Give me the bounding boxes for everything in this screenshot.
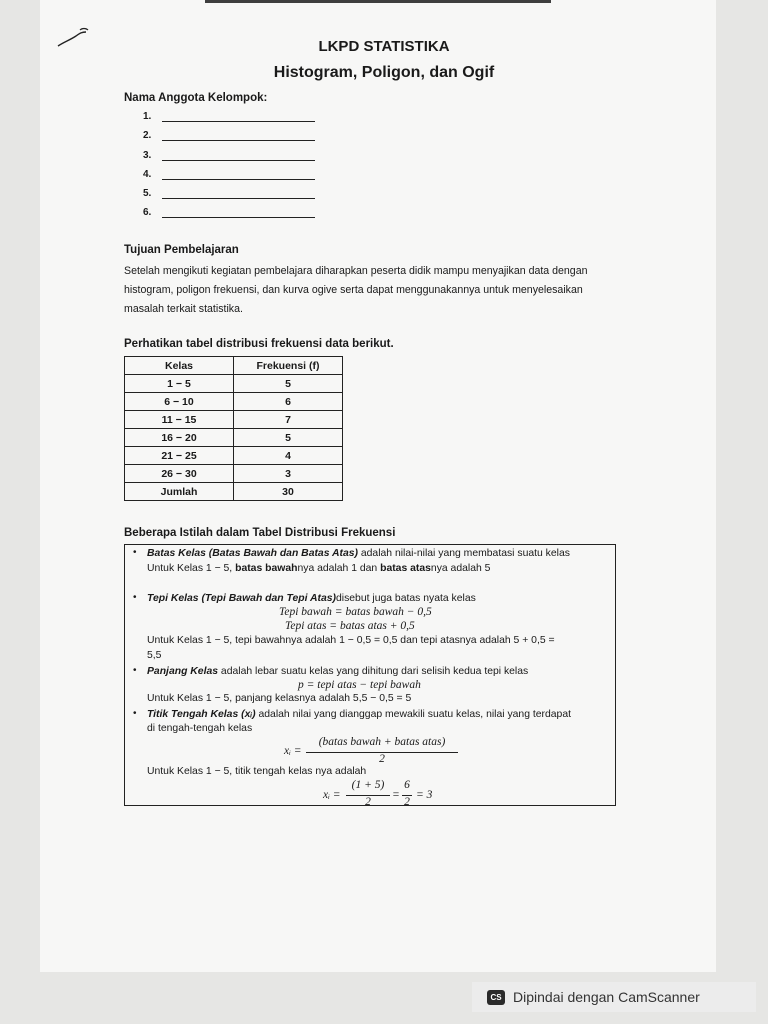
table-header-row: [125, 357, 343, 375]
term-batas-desc: adalah nilai-nilai yang membatasi suatu kelas: [357, 548, 570, 559]
term-tepi-example: Untuk Kelas 1 − 5, tepi bawahnya adalah 1 − 0,5 = 0,5 dan tepi atasnya adalah 5 + 0,5 =: [147, 635, 555, 646]
member-line: [162, 160, 315, 161]
term-panjang-example: Untuk Kelas 1 − 5, panjang kelasnya adalah 5,5 − 0,5 = 5: [147, 693, 412, 704]
example-tengah-lhs: xᵢ =: [323, 789, 341, 801]
column-header-kelas: Kelas: [125, 357, 234, 375]
class-cell: 16 − 20: [125, 429, 234, 447]
table-row: [125, 411, 343, 429]
member-row: [143, 111, 323, 127]
formula-tengah-denominator: 2: [379, 753, 385, 765]
term-panjang-line: [147, 666, 528, 677]
term-batas-example: [147, 563, 490, 574]
total-label-cell: Jumlah: [125, 483, 234, 501]
member-row: [143, 150, 323, 166]
members-label: Nama Anggota Kelompok:: [124, 92, 268, 104]
table-row: [125, 465, 343, 483]
formula-tepi-atas: Tepi atas = batas atas + 0,5: [285, 620, 415, 632]
term-tepi-line: [147, 593, 476, 604]
term-tengah-desc-cont: di tengah-tengah kelas: [147, 723, 253, 734]
member-line: [162, 198, 315, 199]
term-panjang-desc: adalah lebar suatu kelas yang dihitung dari selisih kedua tepi kelas: [218, 666, 529, 677]
term-batas-line: [147, 548, 570, 559]
frequency-cell: 4: [234, 447, 343, 465]
class-cell: 1 − 5: [125, 375, 234, 393]
example-tengah-equals: =: [392, 789, 400, 801]
bullet-icon: •: [133, 665, 137, 676]
column-header-frekuensi: Frekuensi (f): [234, 357, 343, 375]
term-tengah-line: [147, 709, 571, 720]
class-cell: 11 − 15: [125, 411, 234, 429]
member-number: 5.: [143, 188, 152, 199]
class-cell: 21 − 25: [125, 447, 234, 465]
term-tengah-symbol: (xᵢ): [241, 709, 256, 720]
term-tengah-name: Titik Tengah Kelas: [147, 709, 239, 720]
term-panjang-name: Panjang Kelas: [147, 666, 219, 677]
class-cell: 6 − 10: [125, 393, 234, 411]
objective-line: masalah terkait statistika.: [124, 303, 243, 315]
term-batas-name: Batas Kelas (Batas Bawah dan Batas Atas): [147, 548, 358, 559]
member-number: 2.: [143, 130, 152, 141]
member-line: [162, 140, 315, 141]
member-number: 6.: [143, 207, 152, 218]
example-tengah-result: = 3: [416, 789, 433, 801]
term-tepi-name: Tepi Kelas (Tepi Bawah dan Tepi Atas): [147, 593, 336, 604]
member-row: [143, 188, 323, 204]
term-tengah-desc: adalah nilai yang dianggap mewakili suatu kelas, nilai yang terdapat: [255, 709, 571, 720]
formula-tengah-numerator: (batas bawah + batas atas): [318, 736, 446, 748]
member-row: [143, 130, 323, 146]
term-tepi-example-cont: 5,5: [147, 650, 162, 661]
example-tengah-numerator: (1 + 5): [351, 779, 385, 791]
example-bold-text: batas atas: [380, 563, 431, 574]
member-number: 4.: [143, 169, 152, 180]
member-line: [162, 179, 315, 180]
terms-heading: Beberapa Istilah dalam Tabel Distribusi Frekuensi: [124, 527, 396, 539]
bullet-icon: •: [133, 547, 137, 558]
frequency-cell: 3: [234, 465, 343, 483]
camscanner-icon: CS: [487, 990, 505, 1005]
total-value-cell: 30: [234, 483, 343, 501]
frequency-cell: 7: [234, 411, 343, 429]
member-line: [162, 121, 315, 122]
example-text: nya adalah 5: [430, 563, 491, 574]
example-tengah-numerator2: 6: [404, 779, 410, 791]
formula-tengah-lhs: xᵢ =: [284, 745, 302, 757]
frequency-cell: 6: [234, 393, 343, 411]
term-tepi-desc: disebut juga batas nyata kelas: [336, 593, 476, 604]
page-edge-line: [205, 0, 551, 3]
objective-line: histogram, poligon frekuensi, dan kurva ogive serta dapat menggunakannya untuk menyelesaikan: [124, 284, 583, 296]
table-total-row: [125, 483, 343, 501]
table-row: [125, 429, 343, 447]
formula-tepi-bawah: Tepi bawah = batas bawah − 0,5: [279, 606, 432, 618]
example-tengah-denominator2: 2: [404, 796, 410, 808]
member-number: 3.: [143, 150, 152, 161]
objective-heading: Tujuan Pembelajaran: [124, 244, 239, 256]
objective-line: Setelah mengikuti kegiatan pembelajara diharapkan peserta didik mampu menyajikan data dengan: [124, 265, 588, 277]
frequency-table: [124, 356, 343, 501]
table-row: [125, 375, 343, 393]
page-subtitle: Histogram, Poligon, dan Ogif: [273, 64, 495, 81]
table-row: [125, 393, 343, 411]
frequency-cell: 5: [234, 429, 343, 447]
class-cell: 26 − 30: [125, 465, 234, 483]
example-text: Untuk Kelas 1 − 5,: [147, 563, 236, 574]
frequency-cell: 5: [234, 375, 343, 393]
bullet-icon: •: [133, 592, 137, 603]
formula-panjang: p = tepi atas − tepi bawah: [298, 679, 421, 691]
term-tengah-example: Untuk Kelas 1 − 5, titik tengah kelas nya adalah: [147, 766, 367, 777]
member-number: 1.: [143, 111, 152, 122]
page-title: LKPD STATISTIKA: [318, 38, 450, 55]
member-row: [143, 169, 323, 185]
member-line: [162, 217, 315, 218]
example-text: nya adalah 1 dan: [297, 563, 381, 574]
example-tengah-denominator: 2: [365, 796, 371, 808]
camscanner-text: Dipindai dengan CamScanner: [513, 989, 700, 1005]
camscanner-watermark: [472, 982, 756, 1012]
table-intro: Perhatikan tabel distribusi frekuensi data berikut.: [124, 338, 394, 350]
objective-text: [124, 262, 629, 319]
table-row: [125, 447, 343, 465]
example-bold-text: batas bawah: [235, 563, 298, 574]
bullet-icon: •: [133, 708, 137, 719]
member-row: [143, 207, 323, 223]
